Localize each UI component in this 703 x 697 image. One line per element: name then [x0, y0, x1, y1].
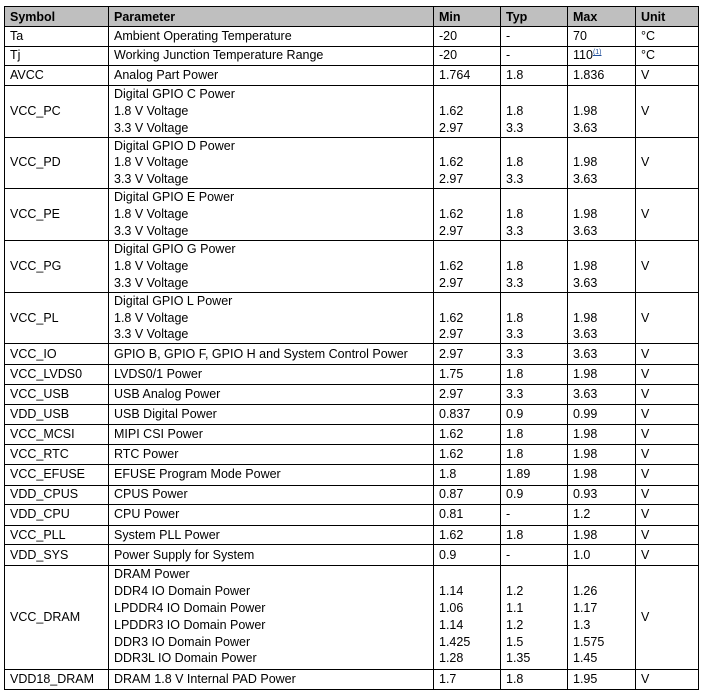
max-cell	[568, 46, 636, 66]
max-value: 1.26	[573, 583, 598, 598]
min-value: 1.62	[439, 155, 464, 170]
parameter-cell: Ambient Operating Temperature	[109, 27, 434, 47]
parameter-cell: DRAM 1.8 V Internal PAD Power	[109, 669, 434, 690]
typ-cell: 1.8	[501, 525, 568, 545]
blank-line	[439, 566, 500, 583]
parameter-sub-label: 3.3 V Voltage	[114, 120, 189, 135]
typ-cell: -	[501, 46, 568, 66]
unit-cell: V	[636, 66, 699, 86]
parameter-title: Digital GPIO G Power	[114, 241, 236, 256]
min-value: 2.97	[439, 224, 464, 239]
header-unit: Unit	[636, 7, 699, 27]
parameter-sub-label: 1.8 V Voltage	[114, 155, 189, 170]
typ-value: 3.3	[506, 172, 524, 187]
max-value: 1.836	[573, 68, 605, 83]
table-row	[5, 424, 699, 445]
parameter-title: DRAM Power	[114, 566, 190, 581]
max-value: 3.63	[573, 172, 598, 187]
typ-cell	[501, 240, 568, 292]
symbol-cell: VCC_IO	[5, 344, 109, 365]
max-cell	[568, 545, 636, 566]
symbol-cell: VCC_PL	[5, 292, 109, 344]
parameter-sub-label: 1.8 V Voltage	[114, 103, 189, 118]
parameter-cell: LVDS0/1 Power	[109, 364, 434, 384]
blank-line	[506, 138, 567, 155]
table-row	[5, 137, 699, 189]
typ-value: 1.2	[506, 583, 524, 598]
symbol-cell: VCC_PE	[5, 189, 109, 241]
max-value: 70	[573, 28, 587, 43]
max-value: 1.2	[573, 507, 591, 522]
max-cell	[568, 85, 636, 137]
table-row	[5, 292, 699, 344]
unit-cell: V	[636, 85, 699, 137]
max-cell	[568, 405, 636, 425]
max-value: 0.99	[573, 407, 598, 421]
table-row	[5, 66, 699, 86]
max-value: 110	[573, 48, 593, 63]
unit-cell: V	[636, 189, 699, 241]
blank-line	[573, 138, 635, 155]
typ-cell	[501, 85, 568, 137]
max-value: 1.98	[573, 258, 598, 273]
max-cell	[568, 240, 636, 292]
parameter-cell	[109, 240, 434, 292]
table-row	[5, 669, 699, 690]
min-cell: 0.87	[434, 485, 501, 505]
unit-cell: V	[636, 384, 699, 405]
max-cell	[568, 445, 636, 465]
typ-cell	[501, 565, 568, 669]
typ-cell: 3.3	[501, 384, 568, 405]
max-value: 1.98	[573, 366, 598, 381]
min-cell	[434, 292, 501, 344]
max-value: 1.95	[573, 671, 598, 686]
max-cell	[568, 485, 636, 505]
table-row	[5, 364, 699, 384]
table-row	[5, 525, 699, 545]
min-cell: 1.8	[434, 464, 501, 485]
parameter-cell: EFUSE Program Mode Power	[109, 464, 434, 485]
typ-cell: 1.89	[501, 464, 568, 485]
symbol-cell: VCC_DRAM	[5, 565, 109, 669]
parameter-cell	[109, 292, 434, 344]
min-value: 2.97	[439, 120, 464, 135]
unit-cell: V	[636, 292, 699, 344]
min-value: 1.28	[439, 651, 464, 666]
min-cell: 0.81	[434, 505, 501, 526]
max-value: 3.63	[573, 327, 598, 342]
symbol-cell: VDD_SYS	[5, 545, 109, 566]
typ-cell	[501, 189, 568, 241]
unit-cell: V	[636, 364, 699, 384]
blank-line	[506, 566, 567, 583]
typ-value: 1.8	[506, 103, 524, 118]
parameter-cell	[109, 565, 434, 669]
min-cell	[434, 189, 501, 241]
footnote-link[interactable]: (1)	[592, 49, 602, 57]
parameter-sub-label: DDR3 IO Domain Power	[114, 634, 251, 649]
min-value: 1.62	[439, 207, 464, 222]
max-cell	[568, 189, 636, 241]
min-value: 2.97	[439, 172, 464, 187]
parameter-cell	[109, 189, 434, 241]
symbol-cell: VCC_PD	[5, 137, 109, 189]
max-cell	[568, 27, 636, 47]
parameter-cell: USB Analog Power	[109, 384, 434, 405]
blank-line	[573, 189, 635, 206]
typ-cell: 1.8	[501, 669, 568, 690]
max-value: 1.98	[573, 155, 598, 170]
symbol-cell: VDD_CPUS	[5, 485, 109, 505]
typ-value: 3.3	[506, 275, 524, 290]
typ-value: 3.3	[506, 120, 524, 135]
unit-cell: V	[636, 240, 699, 292]
blank-line	[506, 86, 567, 103]
min-cell: 1.62	[434, 445, 501, 465]
max-value: 3.63	[573, 386, 598, 401]
symbol-cell: Tj	[5, 46, 109, 66]
min-value: 1.14	[439, 617, 464, 632]
blank-line	[573, 241, 635, 258]
max-cell	[568, 384, 636, 405]
max-value: 3.63	[573, 346, 598, 361]
max-cell	[568, 292, 636, 344]
max-cell	[568, 344, 636, 365]
symbol-cell: VCC_RTC	[5, 445, 109, 465]
header-typ: Typ	[501, 7, 568, 27]
typ-cell: 3.3	[501, 344, 568, 365]
min-cell: 1.62	[434, 424, 501, 445]
max-cell	[568, 669, 636, 690]
min-cell: 0.837	[434, 405, 501, 425]
typ-value: 1.8	[506, 207, 524, 222]
parameter-title: Digital GPIO C Power	[114, 86, 235, 101]
symbol-cell: VCC_LVDS0	[5, 364, 109, 384]
typ-value: 1.8	[506, 258, 524, 273]
parameter-cell: USB Digital Power	[109, 405, 434, 425]
unit-cell: V	[636, 344, 699, 365]
max-value: 1.98	[573, 467, 598, 482]
min-cell	[434, 85, 501, 137]
table-row	[5, 464, 699, 485]
max-cell	[568, 364, 636, 384]
min-value: 1.06	[439, 600, 464, 615]
unit-cell: V	[636, 137, 699, 189]
table-row	[5, 384, 699, 405]
unit-cell: V	[636, 485, 699, 505]
min-cell: 1.75	[434, 364, 501, 384]
typ-value: 3.3	[506, 327, 524, 342]
symbol-cell: VCC_USB	[5, 384, 109, 405]
parameter-sub-label: LPDDR4 IO Domain Power	[114, 600, 266, 615]
parameter-sub-label: LPDDR3 IO Domain Power	[114, 617, 266, 632]
min-cell	[434, 240, 501, 292]
min-cell: -20	[434, 27, 501, 47]
max-cell	[568, 505, 636, 526]
table-row	[5, 485, 699, 505]
parameter-cell: Working Junction Temperature Range	[109, 46, 434, 66]
unit-cell: V	[636, 445, 699, 465]
symbol-cell: Ta	[5, 27, 109, 47]
max-cell	[568, 565, 636, 669]
table-row	[5, 545, 699, 566]
symbol-cell: VCC_MCSI	[5, 424, 109, 445]
blank-line	[439, 241, 500, 258]
parameter-cell: MIPI CSI Power	[109, 424, 434, 445]
parameter-sub-label: 1.8 V Voltage	[114, 207, 189, 222]
blank-line	[506, 293, 567, 310]
min-value: 1.62	[439, 310, 464, 325]
max-value: 0.93	[573, 487, 598, 502]
symbol-cell: VCC_EFUSE	[5, 464, 109, 485]
blank-line	[573, 293, 635, 310]
min-value: 1.62	[439, 258, 464, 273]
max-value: 1.98	[573, 310, 598, 325]
table-row	[5, 405, 699, 425]
max-cell	[568, 66, 636, 86]
header-parameter: Parameter	[109, 7, 434, 27]
table-row	[5, 189, 699, 241]
max-value: 1.17	[573, 600, 598, 615]
unit-cell: °C	[636, 46, 699, 66]
symbol-cell: VCC_PG	[5, 240, 109, 292]
parameter-sub-label: DDR4 IO Domain Power	[114, 583, 251, 598]
min-value: 2.97	[439, 275, 464, 290]
parameter-cell: Power Supply for System	[109, 545, 434, 566]
typ-cell	[501, 292, 568, 344]
table-row	[5, 240, 699, 292]
typ-cell: 0.9	[501, 485, 568, 505]
min-value: 1.62	[439, 103, 464, 118]
table-row	[5, 27, 699, 47]
max-value: 3.63	[573, 120, 598, 135]
unit-cell: °C	[636, 27, 699, 47]
parameter-sub-label: 3.3 V Voltage	[114, 275, 189, 290]
unit-cell: V	[636, 424, 699, 445]
min-cell: 1.764	[434, 66, 501, 86]
min-value: 1.14	[439, 583, 464, 598]
unit-cell: V	[636, 405, 699, 425]
blank-line	[506, 189, 567, 206]
parameter-cell: RTC Power	[109, 445, 434, 465]
typ-cell: -	[501, 27, 568, 47]
min-cell: 2.97	[434, 344, 501, 365]
typ-cell: -	[501, 545, 568, 566]
parameter-cell: GPIO B, GPIO F, GPIO H and System Control Power	[109, 344, 434, 365]
max-value: 3.63	[573, 275, 598, 290]
blank-line	[439, 293, 500, 310]
blank-line	[573, 86, 635, 103]
typ-cell: 1.8	[501, 364, 568, 384]
max-value: 1.45	[573, 651, 598, 666]
max-value: 1.98	[573, 447, 598, 462]
parameter-sub-label: 1.8 V Voltage	[114, 310, 189, 325]
max-value: 1.575	[573, 634, 605, 649]
typ-value: 3.3	[506, 224, 524, 239]
symbol-cell: VCC_PC	[5, 85, 109, 137]
parameter-title: Digital GPIO D Power	[114, 138, 235, 153]
parameter-sub-label: 3.3 V Voltage	[114, 327, 189, 342]
max-value: 1.98	[573, 207, 598, 222]
parameter-title: Digital GPIO L Power	[114, 293, 233, 308]
max-value: 1.98	[573, 527, 598, 542]
max-cell	[568, 464, 636, 485]
symbol-cell: VDD18_DRAM	[5, 669, 109, 690]
min-value: 2.97	[439, 327, 464, 342]
unit-cell: V	[636, 545, 699, 566]
max-value: 1.0	[573, 547, 591, 562]
header-max: Max	[568, 7, 636, 27]
blank-line	[439, 86, 500, 103]
min-cell	[434, 137, 501, 189]
parameter-sub-label: 3.3 V Voltage	[114, 172, 189, 187]
table-row	[5, 85, 699, 137]
parameter-title: Digital GPIO E Power	[114, 190, 235, 205]
min-cell: 2.97	[434, 384, 501, 405]
header-min: Min	[434, 7, 501, 27]
symbol-cell: VCC_PLL	[5, 525, 109, 545]
max-value: 1.98	[573, 103, 598, 118]
blank-line	[439, 189, 500, 206]
max-value: 1.98	[573, 427, 598, 442]
operating-conditions-table	[4, 6, 699, 690]
parameter-sub-label: 3.3 V Voltage	[114, 224, 189, 239]
typ-value: 1.35	[506, 651, 531, 666]
min-cell: 1.7	[434, 669, 501, 690]
unit-cell: V	[636, 505, 699, 526]
table-row	[5, 565, 699, 669]
parameter-sub-label: DDR3L IO Domain Power	[114, 651, 257, 666]
symbol-cell: AVCC	[5, 66, 109, 86]
max-cell	[568, 424, 636, 445]
table-row	[5, 344, 699, 365]
unit-cell: V	[636, 525, 699, 545]
typ-cell: 0.9	[501, 405, 568, 425]
table-row	[5, 445, 699, 465]
parameter-cell: CPU Power	[109, 505, 434, 526]
min-cell: -20	[434, 46, 501, 66]
typ-value: 1.1	[506, 600, 524, 615]
min-cell	[434, 565, 501, 669]
symbol-cell: VDD_USB	[5, 405, 109, 425]
min-value: 1.425	[439, 634, 471, 649]
typ-value: 1.5	[506, 634, 524, 649]
parameter-cell: Analog Part Power	[109, 66, 434, 86]
typ-cell: 1.8	[501, 424, 568, 445]
blank-line	[506, 241, 567, 258]
max-cell	[568, 137, 636, 189]
max-cell	[568, 525, 636, 545]
unit-cell: V	[636, 669, 699, 690]
unit-cell: V	[636, 464, 699, 485]
parameter-sub-label: 1.8 V Voltage	[114, 258, 189, 273]
parameter-cell	[109, 85, 434, 137]
typ-value: 1.8	[506, 310, 524, 325]
min-cell: 1.62	[434, 525, 501, 545]
typ-cell: 1.8	[501, 66, 568, 86]
header-row	[5, 7, 699, 27]
table-row	[5, 46, 699, 66]
min-cell: 0.9	[434, 545, 501, 566]
table-row	[5, 505, 699, 526]
typ-value: 1.2	[506, 617, 524, 632]
typ-cell: 1.8	[501, 445, 568, 465]
symbol-cell: VDD_CPU	[5, 505, 109, 526]
parameter-cell: System PLL Power	[109, 525, 434, 545]
parameter-cell	[109, 137, 434, 189]
typ-value: 1.8	[506, 155, 524, 170]
max-value: 3.63	[573, 224, 598, 239]
blank-line	[439, 138, 500, 155]
max-value: 1.3	[573, 617, 591, 632]
unit-cell: V	[636, 565, 699, 669]
parameter-cell: CPUS Power	[109, 485, 434, 505]
header-symbol: Symbol	[5, 7, 109, 27]
typ-cell	[501, 137, 568, 189]
typ-cell: -	[501, 505, 568, 526]
blank-line	[573, 566, 635, 583]
